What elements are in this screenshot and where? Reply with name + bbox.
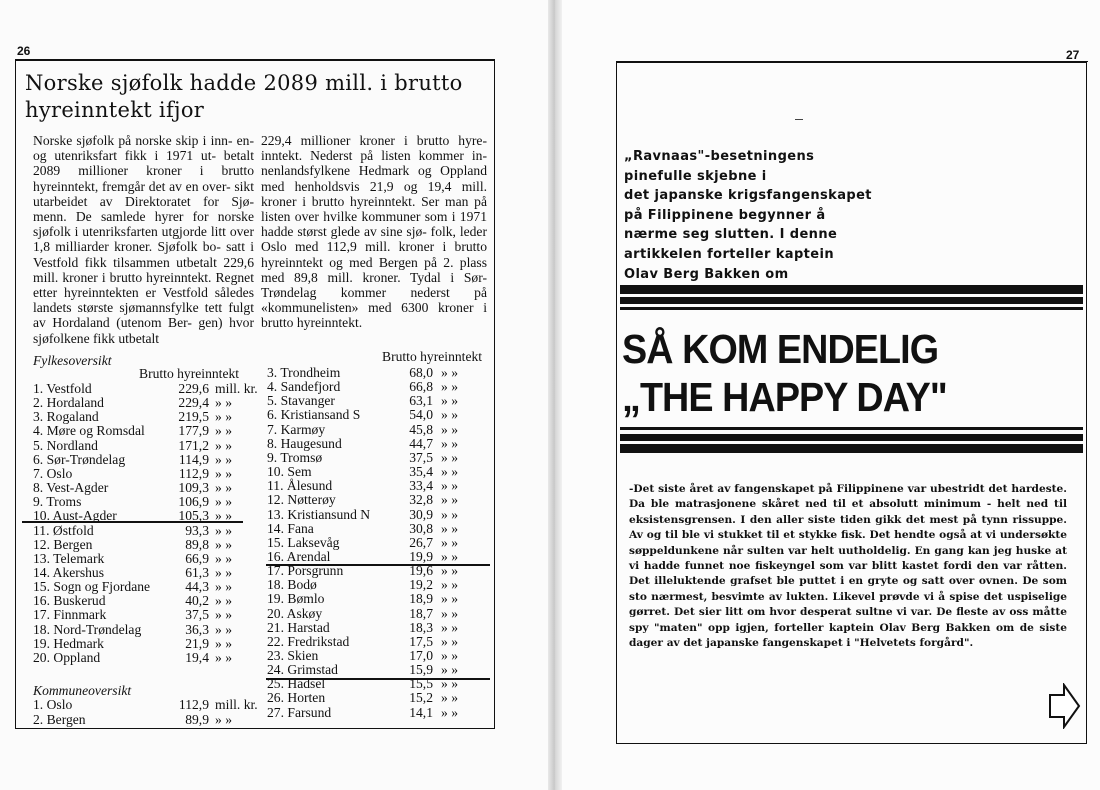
row-unit: » » bbox=[215, 635, 232, 651]
fylke-row bbox=[33, 381, 258, 396]
row-unit: » » bbox=[215, 465, 232, 481]
story-frame bbox=[616, 62, 1087, 744]
intro-line: „Ravnaas"-besetningens bbox=[624, 149, 815, 164]
row-value: 14,1 bbox=[409, 704, 433, 720]
row-name: 7. Oslo bbox=[33, 465, 73, 481]
row-value: 33,4 bbox=[409, 478, 433, 494]
row-value: 18,7 bbox=[409, 605, 433, 621]
kommune-row bbox=[267, 648, 487, 663]
row-name: 23. Skien bbox=[267, 648, 319, 663]
article-box bbox=[15, 60, 495, 729]
row-name: 4. Sandefjord bbox=[267, 379, 341, 395]
row-name: 7. Karmøy bbox=[267, 421, 326, 437]
row-unit: » » bbox=[215, 649, 232, 665]
row-unit: » » bbox=[441, 605, 458, 621]
fylke-row bbox=[33, 438, 258, 453]
row-unit: » » bbox=[441, 464, 458, 480]
row-unit: » » bbox=[441, 393, 458, 409]
kommune-row bbox=[267, 436, 487, 451]
row-name: 8. Vest-Agder bbox=[33, 480, 109, 496]
row-name: 25. Hadsel bbox=[267, 676, 326, 692]
kommune-row bbox=[267, 591, 487, 606]
kommune-row bbox=[267, 478, 487, 493]
row-name: 20. Oppland bbox=[33, 649, 101, 665]
row-name: 1. Vestfold bbox=[33, 381, 92, 396]
kommune-heading: Kommuneoversikt bbox=[33, 683, 132, 698]
row-unit: » » bbox=[441, 676, 458, 692]
kommune-row bbox=[267, 577, 487, 592]
row-name: 21. Harstad bbox=[267, 619, 330, 635]
kommune-row bbox=[267, 535, 487, 550]
kommune-row bbox=[267, 365, 487, 380]
row-value: 112,9 bbox=[178, 697, 209, 712]
title-bar-bottom-3 bbox=[620, 444, 1083, 453]
row-unit: » » bbox=[441, 379, 458, 395]
row-value: 40,2 bbox=[185, 593, 209, 609]
row-unit: » » bbox=[215, 480, 232, 496]
row-unit: » » bbox=[215, 508, 232, 524]
row-value: 37,5 bbox=[409, 449, 433, 465]
row-unit: » » bbox=[441, 633, 458, 649]
kommune-row bbox=[267, 549, 487, 564]
row-value: 18,3 bbox=[409, 619, 433, 635]
article-headline: Norske sjøfolk hadde 2089 mill. i brutto hyreinntekt ifjor bbox=[25, 71, 463, 122]
intro-line: på Filippinene begynner å bbox=[624, 207, 826, 223]
title-bar-bottom-2 bbox=[620, 434, 1083, 441]
row-value: 89,9 bbox=[185, 711, 209, 727]
row-unit: » » bbox=[441, 563, 458, 579]
intro-line: nærme seg slutten. I denne bbox=[624, 227, 838, 243]
row-unit: » » bbox=[215, 409, 232, 425]
row-name: 9. Tromsø bbox=[267, 449, 323, 465]
story-title bbox=[622, 325, 1045, 421]
kommune-row bbox=[267, 521, 487, 536]
kommune-row bbox=[267, 492, 487, 507]
row-value: 19,4 bbox=[185, 649, 209, 665]
kommune-row bbox=[267, 407, 487, 422]
row-unit: » » bbox=[215, 494, 232, 510]
row-name: 14. Fana bbox=[267, 520, 314, 536]
row-name: 18. Bodø bbox=[267, 577, 317, 593]
fylke-row bbox=[33, 622, 258, 637]
row-unit: » » bbox=[441, 648, 458, 663]
intro-line: det japanske krigsfangenskapet bbox=[624, 188, 872, 204]
row-value: 89,8 bbox=[185, 536, 209, 552]
row-value: 177,9 bbox=[178, 423, 209, 439]
fylke-row bbox=[33, 593, 258, 608]
row-name: 2. Bergen bbox=[33, 711, 86, 727]
row-unit: » » bbox=[441, 548, 458, 564]
kommune-row bbox=[33, 712, 258, 727]
row-unit: » » bbox=[215, 536, 232, 552]
page-number-right: 27 bbox=[1066, 48, 1080, 62]
row-unit: » » bbox=[441, 619, 458, 635]
kommune-row bbox=[33, 697, 258, 712]
row-value: 229,6 bbox=[178, 381, 209, 396]
story-title-line-2: „THE HAPPY DAY" bbox=[622, 374, 947, 420]
fylke-row bbox=[33, 607, 258, 622]
row-value: 219,5 bbox=[178, 409, 209, 425]
fylke-row bbox=[33, 452, 258, 467]
row-value: 68,0 bbox=[409, 365, 433, 380]
intro-line: Olav Berg Bakken om bbox=[624, 266, 789, 282]
row-name: 26. Horten bbox=[267, 690, 326, 706]
row-unit: » » bbox=[215, 550, 232, 566]
row-unit: » » bbox=[441, 449, 458, 465]
fylke-row bbox=[33, 579, 258, 594]
row-name: 27. Farsund bbox=[267, 704, 332, 720]
row-name: 6. Sør-Trøndelag bbox=[33, 451, 126, 467]
row-unit: » » bbox=[441, 520, 458, 536]
row-name: 24. Grimstad bbox=[267, 662, 338, 678]
separator-line bbox=[22, 521, 243, 523]
row-value: 35,4 bbox=[409, 464, 433, 480]
row-value: 30,8 bbox=[409, 520, 433, 536]
row-name: 17. Finnmark bbox=[33, 607, 107, 623]
row-unit: » » bbox=[441, 591, 458, 607]
fylke-row bbox=[33, 480, 258, 495]
row-name: 16. Arendal bbox=[267, 548, 331, 564]
kommune-row bbox=[267, 464, 487, 479]
row-value: 44,7 bbox=[409, 435, 433, 451]
row-unit: » » bbox=[215, 395, 232, 411]
row-value: 93,3 bbox=[185, 522, 209, 538]
row-name: 3. Rogaland bbox=[33, 409, 99, 425]
small-dash bbox=[795, 119, 803, 120]
row-unit: » » bbox=[441, 690, 458, 706]
row-value: 15,5 bbox=[409, 676, 433, 692]
row-value: 229,4 bbox=[178, 395, 209, 411]
kommune-row bbox=[267, 422, 487, 437]
row-value: 17,5 bbox=[409, 633, 433, 649]
row-name: 18. Nord-Trøndelag bbox=[33, 621, 142, 637]
row-name: 15. Sogn og Fjordane bbox=[33, 579, 151, 595]
row-name: 5. Stavanger bbox=[267, 393, 335, 409]
kommune-row bbox=[267, 606, 487, 621]
row-unit: » » bbox=[441, 421, 458, 437]
row-unit: » » bbox=[215, 423, 232, 439]
row-unit: mill. kr. bbox=[215, 697, 258, 712]
separator-line bbox=[266, 678, 490, 680]
row-unit: » » bbox=[215, 522, 232, 538]
row-unit: » » bbox=[215, 564, 232, 580]
row-value: 21,9 bbox=[185, 635, 209, 651]
row-value: 54,0 bbox=[409, 407, 433, 423]
row-value: 19,6 bbox=[409, 563, 433, 579]
kommune-row bbox=[267, 379, 487, 394]
row-unit: » » bbox=[215, 579, 232, 595]
kommune-row bbox=[267, 705, 487, 720]
row-unit: » » bbox=[441, 662, 458, 678]
fylke-row bbox=[33, 409, 258, 424]
row-value: 112,9 bbox=[178, 465, 209, 481]
kommune-row bbox=[267, 662, 487, 677]
row-unit: » » bbox=[441, 506, 458, 522]
row-name: 13. Kristiansund N bbox=[267, 506, 371, 522]
row-value: 36,3 bbox=[185, 621, 209, 637]
row-unit: » » bbox=[441, 534, 458, 550]
row-name: 10. Aust-Agder bbox=[33, 508, 117, 524]
row-unit: » » bbox=[441, 407, 458, 423]
fylke-heading: Fylkesoversikt bbox=[33, 353, 112, 368]
row-unit: » » bbox=[441, 435, 458, 451]
row-value: 61,3 bbox=[185, 564, 209, 580]
row-name: 3. Trondheim bbox=[267, 365, 341, 380]
intro-line: artikkelen forteller kaptein bbox=[624, 246, 835, 262]
title-bar-bottom bbox=[620, 427, 1083, 430]
row-value: 15,2 bbox=[409, 690, 433, 706]
row-name: 16. Buskerud bbox=[33, 593, 106, 609]
row-name: 15. Laksevåg bbox=[267, 534, 340, 550]
row-name: 17. Porsgrunn bbox=[267, 563, 344, 579]
fylke-row bbox=[33, 494, 258, 509]
brutto-heading-left: Brutto hyreinntekt bbox=[139, 366, 240, 381]
row-name: 22. Fredrikstad bbox=[267, 633, 350, 649]
row-unit: » » bbox=[215, 621, 232, 637]
row-value: 114,9 bbox=[178, 451, 209, 467]
title-bar-top-3 bbox=[620, 307, 1083, 310]
row-value: 19,2 bbox=[409, 577, 433, 593]
row-value: 63,1 bbox=[409, 393, 433, 409]
row-name: 6. Kristiansand S bbox=[267, 407, 361, 423]
row-value: 32,8 bbox=[409, 492, 433, 508]
kommune-row bbox=[267, 634, 487, 649]
kommune-row bbox=[267, 450, 487, 465]
row-unit: » » bbox=[215, 437, 232, 453]
row-value: 109,3 bbox=[178, 480, 209, 496]
row-name: 11. Østfold bbox=[33, 522, 94, 538]
row-unit: » » bbox=[441, 577, 458, 593]
book-gutter bbox=[548, 0, 562, 790]
page-number-left: 26 bbox=[17, 44, 31, 58]
row-value: 37,5 bbox=[185, 607, 209, 623]
row-name: 2. Hordaland bbox=[33, 395, 104, 411]
kommune-row bbox=[267, 393, 487, 408]
kommune-row bbox=[267, 620, 487, 635]
row-name: 12. Bergen bbox=[33, 536, 93, 552]
row-name: 19. Hedmark bbox=[33, 635, 104, 651]
fylke-row bbox=[33, 551, 258, 566]
row-unit: » » bbox=[441, 365, 458, 380]
continue-arrow-icon bbox=[1047, 683, 1081, 729]
row-name: 8. Haugesund bbox=[267, 435, 342, 451]
row-value: 30,9 bbox=[409, 506, 433, 522]
fylke-row bbox=[33, 636, 258, 651]
row-name: 9. Troms bbox=[33, 494, 82, 510]
fylke-row bbox=[33, 523, 258, 538]
fylke-row bbox=[33, 565, 258, 580]
row-value: 66,8 bbox=[409, 379, 433, 395]
row-unit: » » bbox=[215, 593, 232, 609]
row-name: 19. Bømlo bbox=[267, 591, 325, 607]
row-value: 66,9 bbox=[185, 550, 209, 566]
row-value: 106,9 bbox=[178, 494, 209, 510]
fylke-row bbox=[33, 537, 258, 552]
row-value: 105,3 bbox=[178, 508, 209, 524]
brutto-heading-right: Brutto hyreinntekt bbox=[382, 349, 483, 364]
kommune-row bbox=[267, 507, 487, 522]
row-name: 5. Nordland bbox=[33, 437, 98, 453]
row-name: 14. Akershus bbox=[33, 564, 104, 580]
row-unit: mill. kr. bbox=[215, 381, 258, 396]
separator-line bbox=[266, 564, 490, 566]
intro-line: pinefulle skjebne i bbox=[624, 168, 767, 184]
row-value: 44,3 bbox=[185, 579, 209, 595]
row-unit: » » bbox=[215, 711, 232, 727]
story-title-line-1: SÅ KOM ENDELIG bbox=[622, 326, 939, 372]
row-name: 12. Nøtterøy bbox=[267, 492, 336, 508]
row-unit: » » bbox=[441, 478, 458, 494]
row-name: 1. Oslo bbox=[33, 697, 73, 712]
lead-paragraph: -Det siste året av fangenskapet på Filippinene var ubestridt det hardeste. Da ble matrasjonene skåret ned til et absolutt minimum - helt ned til eksistensgrensen. I den aller siste tiden gikk det mest på tynn rissuppe. Av og til ble vi stukket til et stykke fisk. Det hendte også at vi undersøkte søppeldunkene når sulten var helt uutholdelig. En gang kan jeg huske at vi hadde funnet noe fiskeyngel som var blitt kastet fordi den var råtten. Det illeluktende grafset ble puttet i en gryte og satt over ovnen. De som sto nærmest, besvimte av lukten. Likevel prøvde vi å spise det uspiselige gørret. Det sier litt om hvor desperat sultne vi var. De fleste av oss måtte spy "maten" opp igjen, forteller kaptein Olav Berg Bakken om de siste dager av det japanske fangenskapet i "Helvetets forgård". bbox=[629, 483, 1067, 650]
row-name: 4. Møre og Romsdal bbox=[33, 423, 145, 439]
row-value: 18,9 bbox=[409, 591, 433, 607]
article-column-1: Norske sjøfolk på norske skip i inn- en- og utenriksfart fikk i 1971 ut- betalt 2089 millioner kroner i brutto hyreinntekt, fremgår det av en over- sikt utarbeidet av Direktoratet for Sjø- menn. De samlede hyrer for norske sjøfolk i utenriksfarten utgjorde litt over 1,8 milliarder kroner. Sjøfolk bo- satt i Vestfold fikk tilsammen utbetalt 229,6 mill. kroner i brutto hyreinntekt. Regnet etter hyreinntekten er Vestfold således landets største sjømannsfylke tett fulgt av Hordaland (utenom Ber- gen) hvor sjøfolkene fikk utbetalt bbox=[33, 133, 254, 346]
row-value: 45,8 bbox=[409, 421, 433, 437]
fylke-row bbox=[33, 423, 258, 438]
row-name: 11. Ålesund bbox=[267, 478, 333, 494]
row-name: 20. Askøy bbox=[267, 605, 323, 621]
title-bar-top-2 bbox=[620, 297, 1083, 304]
row-unit: » » bbox=[215, 607, 232, 623]
row-value: 19,9 bbox=[409, 548, 433, 564]
kommune-row bbox=[267, 690, 487, 705]
row-value: 171,2 bbox=[178, 437, 209, 453]
row-unit: » » bbox=[441, 492, 458, 508]
row-unit: » » bbox=[441, 704, 458, 720]
row-value: 26,7 bbox=[409, 534, 433, 550]
row-unit: » » bbox=[215, 451, 232, 467]
fylke-row bbox=[33, 395, 258, 410]
fylke-row bbox=[33, 650, 258, 665]
row-name: 13. Telemark bbox=[33, 550, 105, 566]
row-value: 15,9 bbox=[409, 662, 433, 678]
fylke-row bbox=[33, 466, 258, 481]
row-value: 17,0 bbox=[409, 648, 433, 663]
article-column-2: 229,4 millioner kroner i brutto hyre- inntekt. Nederst på listen kommer in- nenlandsfylkene Hedmark og Oppland med henholdsvis 21,9 og 19,4 mill. kroner i brutto hyreinntekt. Ser man på listen over hvilke kommuner som i 1971 hadde størst glede av sine sjø- folk, leder Oslo med 112,9 mill. kroner i brutto hyreinntekt og med Bergen på 2. plass med 89,8 mill. kroner. Tydal i Sør-Trøndelag kommer nederst på «kommunelisten» med 6300 kroner i brutto hyreinntekt. bbox=[261, 133, 487, 331]
title-bar-top bbox=[620, 285, 1083, 294]
intro-text bbox=[624, 147, 924, 284]
row-name: 10. Sem bbox=[267, 464, 312, 480]
